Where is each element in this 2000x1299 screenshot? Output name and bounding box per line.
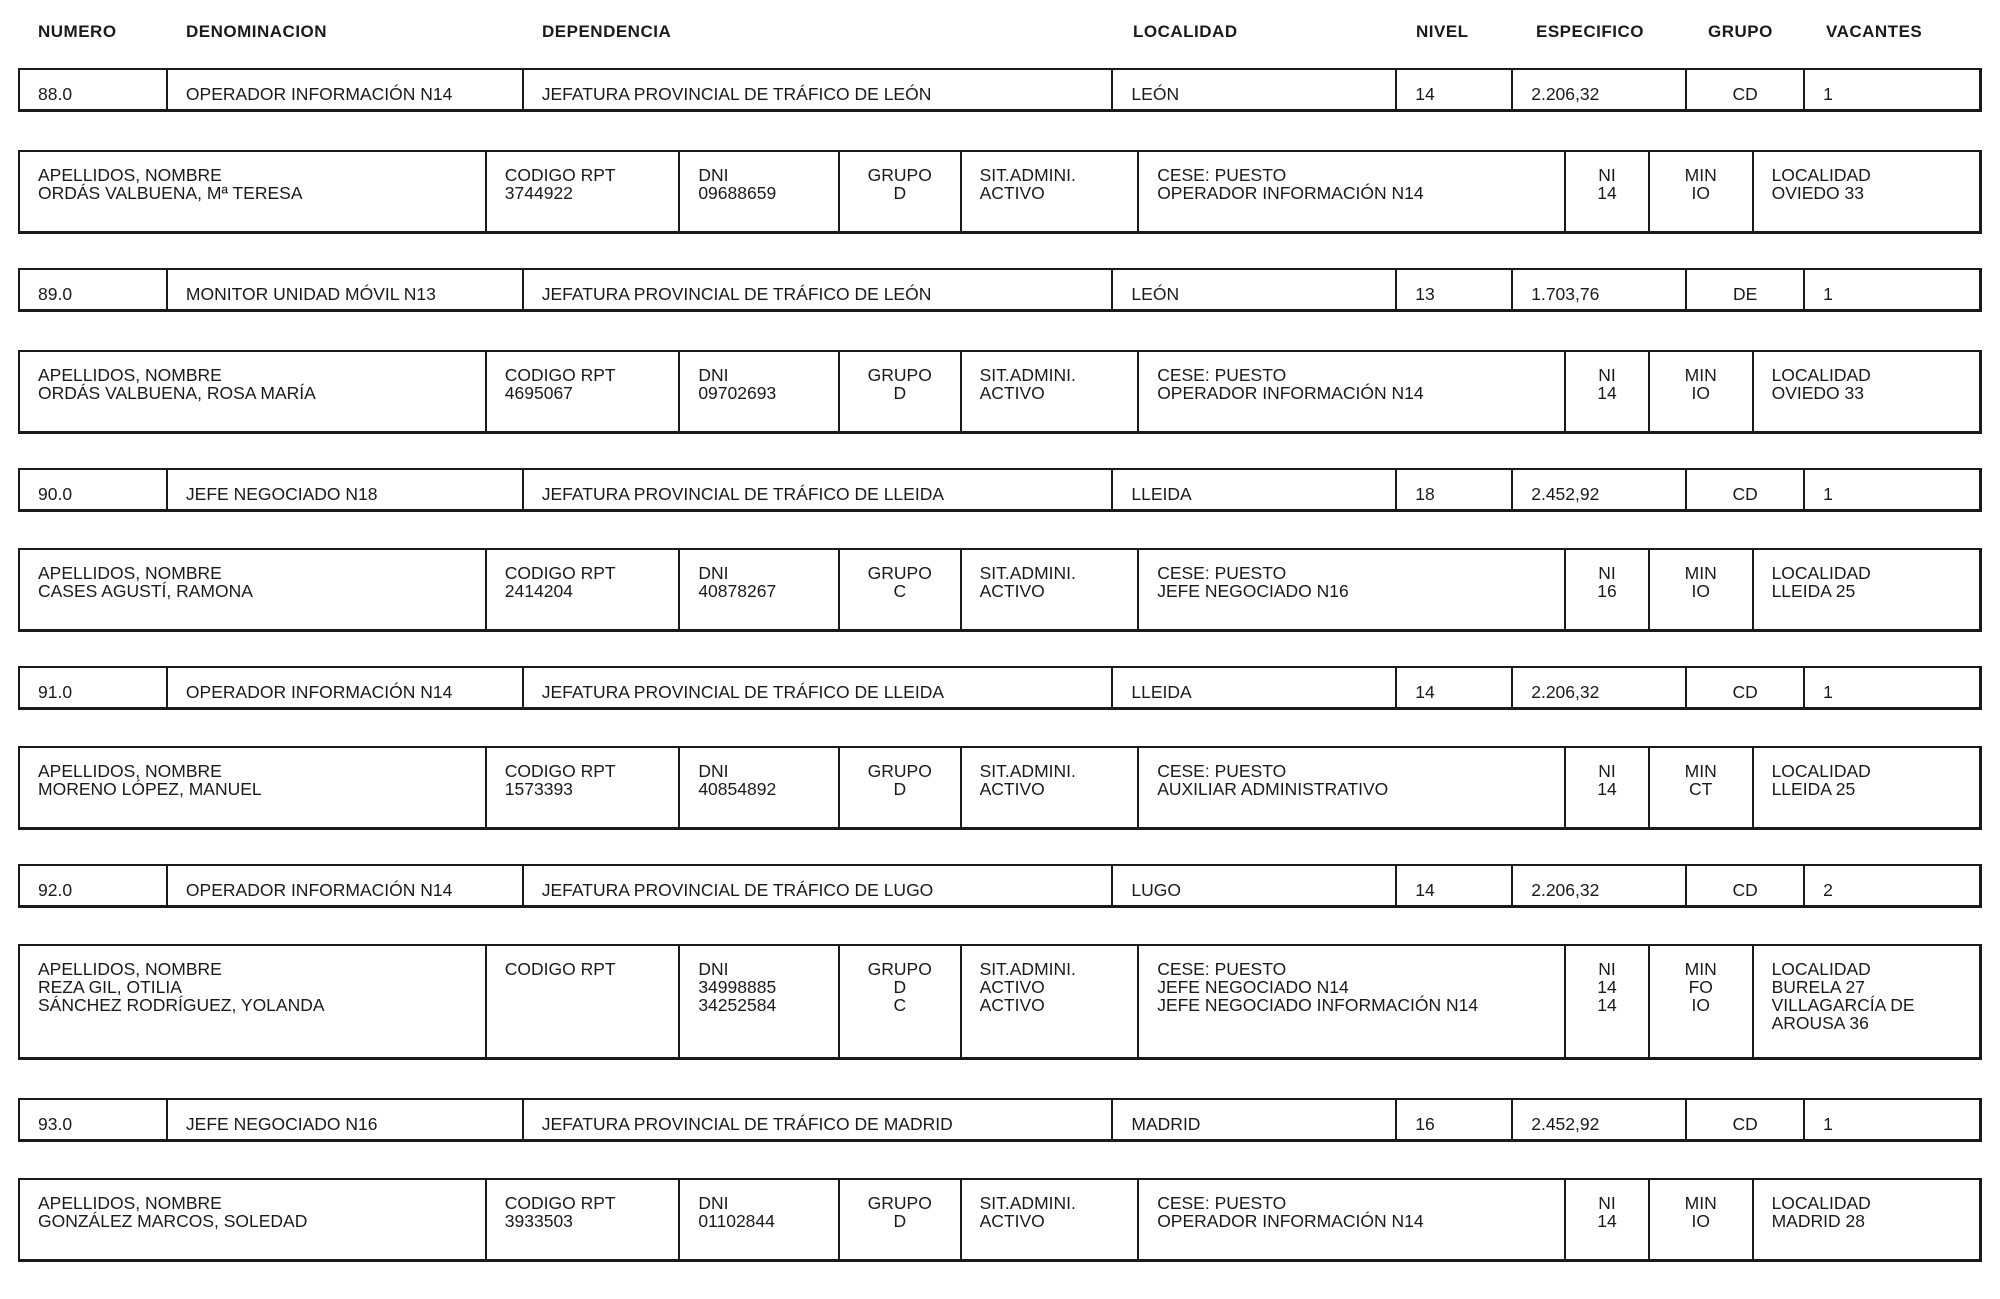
position-vacantes: 1 — [1823, 284, 1833, 304]
person-min: MIN IO — [1650, 152, 1754, 231]
position-numero: 90.0 — [20, 470, 168, 509]
position-dependencia: JEFATURA PROVINCIAL DE TRÁFICO DE LEÓN — [524, 270, 1114, 309]
position-denominacion: OPERADOR INFORMACIÓN N14 — [168, 866, 524, 905]
person-sit-admini: SIT.ADMINI. ACTIVO — [962, 748, 1140, 827]
position-dependencia: JEFATURA PROVINCIAL DE TRÁFICO DE LLEIDA — [524, 470, 1114, 509]
person-row-88 — [18, 150, 1982, 234]
position-especifico: 1.703,76 — [1513, 270, 1687, 309]
position-localidad: LEÓN — [1113, 70, 1397, 109]
person-codigo-rpt: CODIGO RPT 2414204 — [487, 550, 681, 629]
person-min: MIN IO — [1650, 352, 1754, 431]
position-especifico: 2.206,32 — [1513, 866, 1687, 905]
header-denominacion: DENOMINACION — [186, 22, 328, 41]
person-min: MIN FO IO — [1650, 946, 1754, 1057]
person-apellidos: APELLIDOS, NOMBRE GONZÁLEZ MARCOS, SOLEDAD — [20, 1180, 487, 1259]
person-grupo: GRUPO D — [840, 1180, 962, 1259]
position-denominacion: JEFE NEGOCIADO N18 — [168, 470, 524, 509]
person-cese-puesto: CESE: PUESTO OPERADOR INFORMACIÓN N14 — [1139, 352, 1566, 431]
person-min: MIN IO — [1650, 550, 1754, 629]
header-dependencia: DEPENDENCIA — [542, 22, 672, 41]
position-vacantes: 2 — [1823, 880, 1833, 900]
position-dependencia: JEFATURA PROVINCIAL DE TRÁFICO DE MADRID — [524, 1100, 1114, 1139]
position-localidad: MADRID — [1113, 1100, 1397, 1139]
person-ni: NI 14 14 — [1566, 946, 1650, 1057]
position-numero: 88.0 — [20, 70, 168, 109]
person-ni: NI 16 — [1566, 550, 1650, 629]
position-nivel: 14 — [1397, 668, 1513, 707]
position-nivel: 14 — [1397, 866, 1513, 905]
person-localidad: LOCALIDAD LLEIDA 25 — [1771, 761, 1871, 799]
position-localidad: LLEIDA — [1113, 668, 1397, 707]
position-grupo: DE — [1687, 270, 1805, 309]
person-apellidos: APELLIDOS, NOMBRE ORDÁS VALBUENA, ROSA MARÍA — [20, 352, 487, 431]
header-numero: NUMERO — [38, 22, 117, 41]
person-sit-admini: SIT.ADMINI. ACTIVO ACTIVO — [962, 946, 1140, 1057]
person-grupo: GRUPO D — [840, 152, 962, 231]
person-localidad: LOCALIDAD BURELA 27 VILLAGARCÍA DE AROUSA 36 — [1771, 959, 1915, 1033]
position-numero: 93.0 — [20, 1100, 168, 1139]
position-numero: 89.0 — [20, 270, 168, 309]
person-cese-puesto: CESE: PUESTO JEFE NEGOCIADO N16 — [1139, 550, 1566, 629]
position-vacantes: 1 — [1823, 1114, 1833, 1134]
position-denominacion: OPERADOR INFORMACIÓN N14 — [168, 668, 524, 707]
position-localidad: LEÓN — [1113, 270, 1397, 309]
position-vacantes: 1 — [1823, 682, 1833, 702]
person-grupo: GRUPO D — [840, 352, 962, 431]
person-ni: NI 14 — [1566, 152, 1650, 231]
position-denominacion: MONITOR UNIDAD MÓVIL N13 — [168, 270, 524, 309]
position-row-88 — [18, 68, 1982, 112]
position-numero: 91.0 — [20, 668, 168, 707]
person-apellidos: APELLIDOS, NOMBRE CASES AGUSTÍ, RAMONA — [20, 550, 487, 629]
header-especifico: ESPECIFICO — [1536, 22, 1644, 41]
position-row-93 — [18, 1098, 1982, 1142]
position-row-92 — [18, 864, 1982, 908]
person-codigo-rpt: CODIGO RPT 4695067 — [487, 352, 681, 431]
person-localidad: LOCALIDAD MADRID 28 — [1771, 1193, 1871, 1231]
position-especifico: 2.452,92 — [1513, 1100, 1687, 1139]
person-dni: DNI 40854892 — [680, 748, 840, 827]
person-row-93 — [18, 1178, 1982, 1262]
person-ni: NI 14 — [1566, 748, 1650, 827]
person-ni: NI 14 — [1566, 352, 1650, 431]
person-row-92 — [18, 944, 1982, 1060]
person-dni: DNI 01102844 — [680, 1180, 840, 1259]
person-localidad: LOCALIDAD LLEIDA 25 — [1771, 563, 1871, 601]
header-grupo: GRUPO — [1708, 22, 1773, 41]
person-ni: NI 14 — [1566, 1180, 1650, 1259]
person-grupo: GRUPO D C — [840, 946, 962, 1057]
position-dependencia: JEFATURA PROVINCIAL DE TRÁFICO DE LLEIDA — [524, 668, 1114, 707]
position-grupo: CD — [1687, 70, 1805, 109]
person-dni: DNI 09702693 — [680, 352, 840, 431]
person-sit-admini: SIT.ADMINI. ACTIVO — [962, 550, 1140, 629]
person-localidad: LOCALIDAD OVIEDO 33 — [1771, 165, 1871, 203]
position-grupo: CD — [1687, 866, 1805, 905]
position-denominacion: JEFE NEGOCIADO N16 — [168, 1100, 524, 1139]
header-nivel: NIVEL — [1416, 22, 1469, 41]
position-especifico: 2.206,32 — [1513, 668, 1687, 707]
position-nivel: 16 — [1397, 1100, 1513, 1139]
person-sit-admini: SIT.ADMINI. ACTIVO — [962, 352, 1140, 431]
person-cese-puesto: CESE: PUESTO AUXILIAR ADMINISTRATIVO — [1139, 748, 1566, 827]
person-cese-puesto: CESE: PUESTO OPERADOR INFORMACIÓN N14 — [1139, 1180, 1566, 1259]
person-sit-admini: SIT.ADMINI. ACTIVO — [962, 152, 1140, 231]
position-row-91 — [18, 666, 1982, 710]
header-localidad: LOCALIDAD — [1133, 22, 1238, 41]
position-localidad: LLEIDA — [1113, 470, 1397, 509]
person-dni: DNI 34998885 34252584 — [680, 946, 840, 1057]
position-denominacion: OPERADOR INFORMACIÓN N14 — [168, 70, 524, 109]
position-localidad: LUGO — [1113, 866, 1397, 905]
position-numero: 92.0 — [20, 866, 168, 905]
position-grupo: CD — [1687, 668, 1805, 707]
position-nivel: 18 — [1397, 470, 1513, 509]
position-especifico: 2.206,32 — [1513, 70, 1687, 109]
person-codigo-rpt: CODIGO RPT — [487, 946, 681, 1057]
position-dependencia: JEFATURA PROVINCIAL DE TRÁFICO DE LUGO — [524, 866, 1114, 905]
person-grupo: GRUPO C — [840, 550, 962, 629]
person-sit-admini: SIT.ADMINI. ACTIVO — [962, 1180, 1140, 1259]
person-min: MIN CT — [1650, 748, 1754, 827]
person-codigo-rpt: CODIGO RPT 3744922 — [487, 152, 681, 231]
header-vacantes: VACANTES — [1826, 22, 1923, 41]
position-especifico: 2.452,92 — [1513, 470, 1687, 509]
person-codigo-rpt: CODIGO RPT 1573393 — [487, 748, 681, 827]
person-localidad: LOCALIDAD OVIEDO 33 — [1771, 365, 1871, 403]
position-vacantes: 1 — [1823, 84, 1833, 104]
person-dni: DNI 40878267 — [680, 550, 840, 629]
position-grupo: CD — [1687, 1100, 1805, 1139]
person-row-91 — [18, 746, 1982, 830]
position-nivel: 13 — [1397, 270, 1513, 309]
person-dni: DNI 09688659 — [680, 152, 840, 231]
person-cese-puesto: CESE: PUESTO JEFE NEGOCIADO N14 JEFE NEGOCIADO INFORMACIÓN N14 — [1139, 946, 1566, 1057]
position-row-90 — [18, 468, 1982, 512]
person-apellidos: APELLIDOS, NOMBRE MORENO LÓPEZ, MANUEL — [20, 748, 487, 827]
position-grupo: CD — [1687, 470, 1805, 509]
person-grupo: GRUPO D — [840, 748, 962, 827]
position-dependencia: JEFATURA PROVINCIAL DE TRÁFICO DE LEÓN — [524, 70, 1114, 109]
person-row-90 — [18, 548, 1982, 632]
person-row-89 — [18, 350, 1982, 434]
person-cese-puesto: CESE: PUESTO OPERADOR INFORMACIÓN N14 — [1139, 152, 1566, 231]
position-row-89 — [18, 268, 1982, 312]
person-apellidos: APELLIDOS, NOMBRE ORDÁS VALBUENA, Mª TERESA — [20, 152, 487, 231]
person-min: MIN IO — [1650, 1180, 1754, 1259]
person-apellidos: APELLIDOS, NOMBRE REZA GIL, OTILIA SÁNCHEZ RODRÍGUEZ, YOLANDA — [20, 946, 487, 1057]
position-vacantes: 1 — [1823, 484, 1833, 504]
position-nivel: 14 — [1397, 70, 1513, 109]
person-codigo-rpt: CODIGO RPT 3933503 — [487, 1180, 681, 1259]
